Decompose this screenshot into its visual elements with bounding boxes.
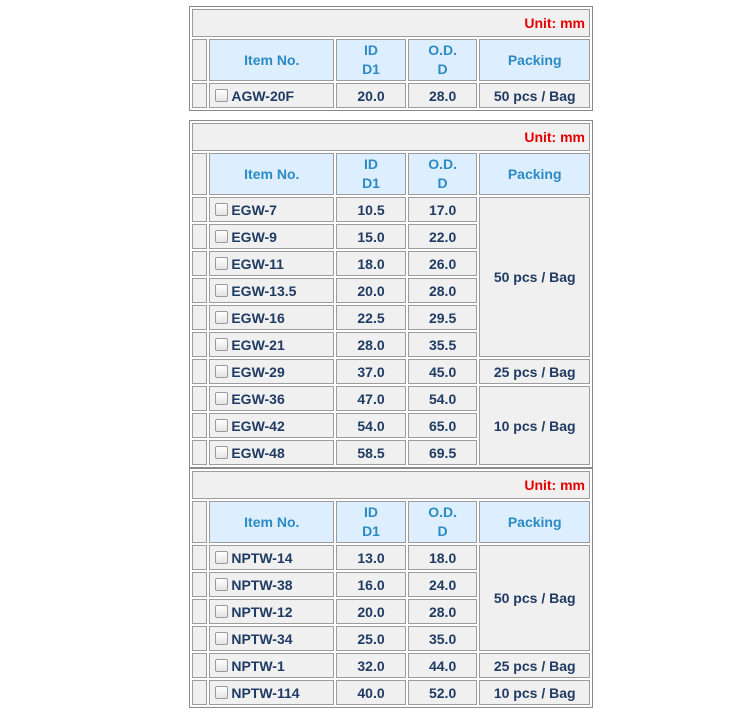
product-table-1 bbox=[189, 6, 593, 111]
row-spacer bbox=[192, 680, 207, 705]
header-id: ID D1 bbox=[336, 501, 406, 543]
item-checkbox[interactable] bbox=[215, 257, 228, 270]
item-cell bbox=[209, 680, 334, 705]
header-id: ID D1 bbox=[336, 153, 406, 195]
od-value: 35.5 bbox=[408, 332, 478, 357]
item-number: EGW-36 bbox=[231, 390, 285, 407]
row-spacer bbox=[192, 626, 207, 651]
item-cell bbox=[209, 278, 334, 303]
item-cell bbox=[209, 413, 334, 438]
od-value: 28.0 bbox=[408, 599, 478, 624]
row-spacer bbox=[192, 653, 207, 678]
id-value: 20.0 bbox=[336, 83, 406, 108]
row-spacer bbox=[192, 83, 207, 108]
item-number: AGW-20F bbox=[231, 87, 295, 104]
item-cell bbox=[209, 386, 334, 411]
item-number: EGW-13.5 bbox=[231, 282, 297, 299]
packing-value: 50 pcs / Bag bbox=[479, 545, 590, 651]
item-cell bbox=[209, 83, 334, 108]
id-value: 47.0 bbox=[336, 386, 406, 411]
item-number: NPTW-38 bbox=[231, 576, 293, 593]
item-number: EGW-21 bbox=[231, 336, 285, 353]
id-value: 37.0 bbox=[336, 359, 406, 384]
od-value: 17.0 bbox=[408, 197, 478, 222]
header-item-no: Item No. bbox=[209, 39, 334, 81]
id-value: 16.0 bbox=[336, 572, 406, 597]
header-od: O.D. D bbox=[408, 153, 478, 195]
id-value: 40.0 bbox=[336, 680, 406, 705]
item-checkbox[interactable] bbox=[215, 551, 228, 564]
item-checkbox[interactable] bbox=[215, 311, 228, 324]
header-packing: Packing bbox=[479, 39, 590, 81]
item-number: NPTW-14 bbox=[231, 549, 293, 566]
id-value: 18.0 bbox=[336, 251, 406, 276]
unit-label: Unit: mm bbox=[192, 9, 590, 37]
od-value: 54.0 bbox=[408, 386, 478, 411]
product-table-3 bbox=[189, 468, 593, 708]
row-spacer bbox=[192, 386, 207, 411]
item-cell bbox=[209, 197, 334, 222]
id-value: 15.0 bbox=[336, 224, 406, 249]
header-packing: Packing bbox=[479, 501, 590, 543]
header-packing: Packing bbox=[479, 153, 590, 195]
id-value: 22.5 bbox=[336, 305, 406, 330]
table-row bbox=[192, 680, 590, 705]
id-value: 58.5 bbox=[336, 440, 406, 465]
table-row bbox=[192, 653, 590, 678]
row-spacer bbox=[192, 224, 207, 249]
item-checkbox[interactable] bbox=[215, 338, 228, 351]
item-checkbox[interactable] bbox=[215, 392, 228, 405]
id-value: 10.5 bbox=[336, 197, 406, 222]
unit-label: Unit: mm bbox=[192, 123, 590, 151]
item-number: EGW-9 bbox=[231, 228, 277, 245]
header-item-no: Item No. bbox=[209, 153, 334, 195]
od-value: 44.0 bbox=[408, 653, 478, 678]
item-number: NPTW-114 bbox=[231, 684, 300, 701]
item-checkbox[interactable] bbox=[215, 632, 228, 645]
od-value: 45.0 bbox=[408, 359, 478, 384]
row-spacer bbox=[192, 359, 207, 384]
item-number: NPTW-34 bbox=[231, 630, 293, 647]
item-cell bbox=[209, 626, 334, 651]
od-value: 35.0 bbox=[408, 626, 478, 651]
header-blank bbox=[192, 39, 207, 81]
item-cell bbox=[209, 359, 334, 384]
item-number: EGW-16 bbox=[231, 309, 285, 326]
header-blank bbox=[192, 153, 207, 195]
row-spacer bbox=[192, 545, 207, 570]
item-cell bbox=[209, 332, 334, 357]
unit-label: Unit: mm bbox=[192, 471, 590, 499]
item-number: EGW-11 bbox=[231, 255, 284, 272]
item-cell bbox=[209, 599, 334, 624]
row-spacer bbox=[192, 197, 207, 222]
id-value: 54.0 bbox=[336, 413, 406, 438]
header-od: O.D. D bbox=[408, 501, 478, 543]
item-number: NPTW-1 bbox=[231, 657, 285, 674]
item-number: NPTW-12 bbox=[231, 603, 293, 620]
row-spacer bbox=[192, 305, 207, 330]
row-spacer bbox=[192, 413, 207, 438]
row-spacer bbox=[192, 278, 207, 303]
item-cell bbox=[209, 545, 334, 570]
table-row bbox=[192, 197, 590, 222]
packing-value: 50 pcs / Bag bbox=[479, 83, 590, 108]
item-cell bbox=[209, 251, 334, 276]
item-checkbox[interactable] bbox=[215, 365, 228, 378]
row-spacer bbox=[192, 572, 207, 597]
product-table-2 bbox=[189, 120, 593, 468]
od-value: 18.0 bbox=[408, 545, 478, 570]
packing-value: 50 pcs / Bag bbox=[479, 197, 590, 357]
item-checkbox[interactable] bbox=[215, 284, 228, 297]
item-cell bbox=[209, 572, 334, 597]
header-id: ID D1 bbox=[336, 39, 406, 81]
item-checkbox[interactable] bbox=[215, 686, 228, 699]
od-value: 26.0 bbox=[408, 251, 478, 276]
table-row bbox=[192, 386, 590, 411]
row-spacer bbox=[192, 251, 207, 276]
id-value: 28.0 bbox=[336, 332, 406, 357]
item-checkbox[interactable] bbox=[215, 659, 228, 672]
table-row bbox=[192, 545, 590, 570]
item-cell bbox=[209, 224, 334, 249]
item-checkbox[interactable] bbox=[215, 203, 228, 216]
item-checkbox[interactable] bbox=[215, 446, 228, 459]
od-value: 65.0 bbox=[408, 413, 478, 438]
packing-value: 10 pcs / Bag bbox=[479, 386, 590, 465]
header-od: O.D. D bbox=[408, 39, 478, 81]
table-row bbox=[192, 359, 590, 384]
od-value: 28.0 bbox=[408, 278, 478, 303]
row-spacer bbox=[192, 440, 207, 465]
id-value: 13.0 bbox=[336, 545, 406, 570]
item-checkbox[interactable] bbox=[215, 230, 228, 243]
packing-value: 25 pcs / Bag bbox=[479, 359, 590, 384]
id-value: 25.0 bbox=[336, 626, 406, 651]
od-value: 29.5 bbox=[408, 305, 478, 330]
od-value: 69.5 bbox=[408, 440, 478, 465]
header-item-no: Item No. bbox=[209, 501, 334, 543]
id-value: 20.0 bbox=[336, 278, 406, 303]
item-number: EGW-29 bbox=[231, 363, 285, 380]
item-cell bbox=[209, 653, 334, 678]
item-checkbox[interactable] bbox=[215, 419, 228, 432]
item-number: EGW-48 bbox=[231, 444, 285, 461]
item-number: EGW-42 bbox=[231, 417, 285, 434]
od-value: 52.0 bbox=[408, 680, 478, 705]
item-number: EGW-7 bbox=[231, 201, 277, 218]
packing-value: 25 pcs / Bag bbox=[479, 653, 590, 678]
id-value: 32.0 bbox=[336, 653, 406, 678]
item-checkbox[interactable] bbox=[215, 578, 228, 591]
item-checkbox[interactable] bbox=[215, 89, 228, 102]
id-value: 20.0 bbox=[336, 599, 406, 624]
table-row bbox=[192, 83, 590, 108]
od-value: 24.0 bbox=[408, 572, 478, 597]
item-checkbox[interactable] bbox=[215, 605, 228, 618]
od-value: 22.0 bbox=[408, 224, 478, 249]
packing-value: 10 pcs / Bag bbox=[479, 680, 590, 705]
row-spacer bbox=[192, 332, 207, 357]
od-value: 28.0 bbox=[408, 83, 478, 108]
item-cell bbox=[209, 440, 334, 465]
row-spacer bbox=[192, 599, 207, 624]
item-cell bbox=[209, 305, 334, 330]
header-blank bbox=[192, 501, 207, 543]
